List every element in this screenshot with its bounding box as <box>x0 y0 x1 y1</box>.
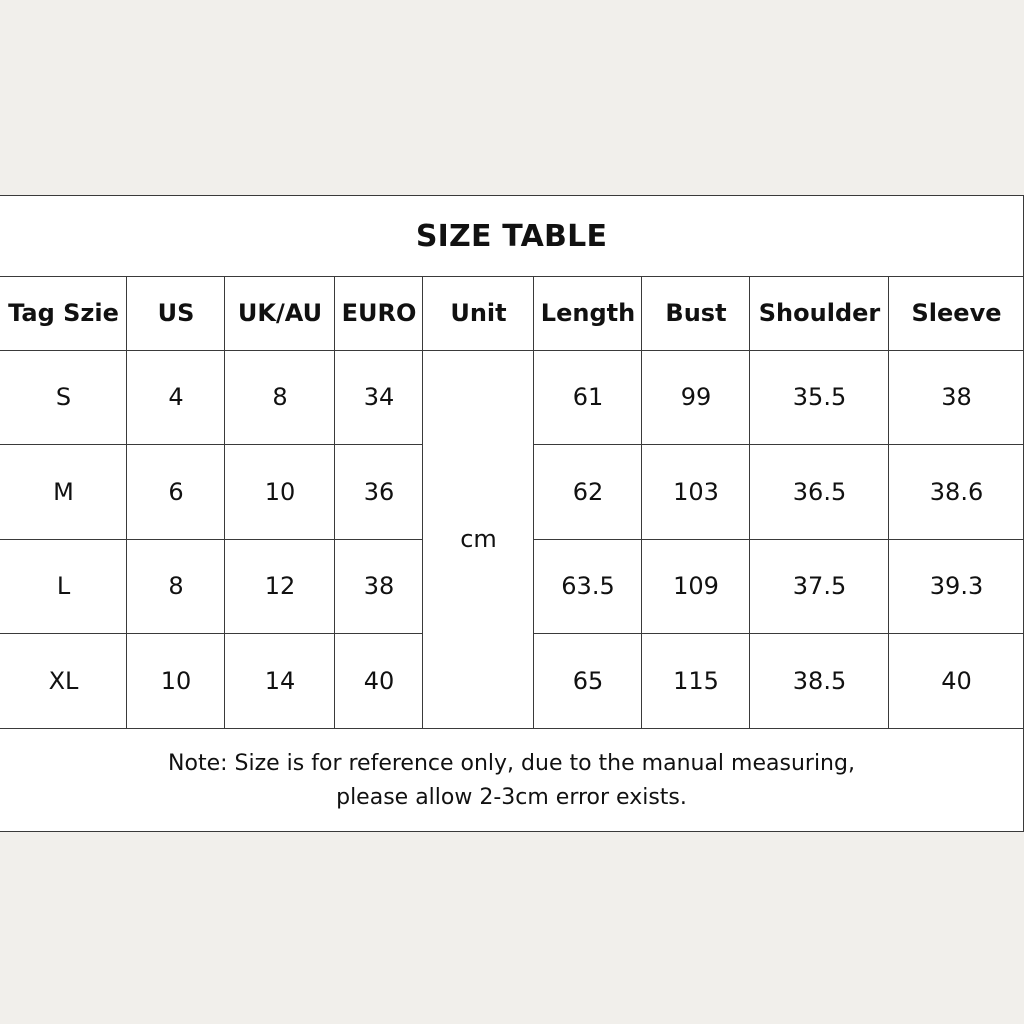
row-m-uk-au: 10 <box>264 477 296 506</box>
row-s-shoulder: 35.5 <box>792 383 847 411</box>
row-l-length: 63.5 <box>561 572 615 600</box>
grid-line <box>0 350 1024 351</box>
row-l-sleeve: 39.3 <box>929 572 984 600</box>
grid-line <box>0 539 423 540</box>
row-m-length: 62 <box>572 477 604 506</box>
row-l-bust: 109 <box>673 572 719 600</box>
grid-line <box>641 276 642 728</box>
row-l-us: 8 <box>168 572 184 600</box>
row-xl-uk-au: 14 <box>264 666 296 695</box>
row-xl-tag-size: XL <box>48 666 79 695</box>
row-s-sleeve: 38 <box>941 383 972 411</box>
row-s-bust: 99 <box>680 383 712 411</box>
unit-merged-cell: cm <box>460 525 497 553</box>
size-grid <box>0 276 1024 728</box>
grid-line <box>533 276 534 728</box>
row-xl-length: 65 <box>572 666 604 695</box>
header-uk-au: UK/AU <box>237 299 323 327</box>
header-us: US <box>157 299 195 327</box>
grid-line <box>0 444 423 445</box>
grid-line <box>534 444 1024 445</box>
row-m-shoulder: 36.5 <box>792 477 847 506</box>
row-s-tag-size: S <box>55 383 72 411</box>
grid-line <box>534 633 1024 634</box>
row-l-euro: 38 <box>363 572 395 600</box>
row-xl-bust: 115 <box>673 666 719 695</box>
grid-line <box>224 276 225 728</box>
row-l-uk-au: 12 <box>264 572 296 600</box>
row-l-shoulder: 37.5 <box>792 572 847 600</box>
row-s-us: 4 <box>168 383 184 411</box>
size-table-sheet <box>0 195 1024 832</box>
row-s-uk-au: 8 <box>272 383 288 411</box>
row-xl-shoulder: 38.5 <box>792 666 847 695</box>
row-m-euro: 36 <box>363 477 395 506</box>
grid-line <box>334 276 335 728</box>
row-m-sleeve: 38.6 <box>929 477 984 506</box>
row-xl-euro: 40 <box>363 666 395 695</box>
row-xl-us: 10 <box>160 666 192 695</box>
row-m-us: 6 <box>168 477 184 506</box>
row-s-length: 61 <box>572 383 604 411</box>
grid-line <box>534 539 1024 540</box>
table-title: SIZE TABLE <box>415 218 608 254</box>
header-unit: Unit <box>450 299 507 327</box>
grid-line <box>0 633 423 634</box>
measurement-note <box>0 728 1023 833</box>
header-euro: EURO <box>341 299 417 327</box>
note-line-1: Note: Size is for reference only, due to the manual measuring, <box>168 751 855 776</box>
row-m-bust: 103 <box>673 477 719 506</box>
row-s-euro: 34 <box>363 383 395 411</box>
grid-line <box>422 276 423 728</box>
header-length: Length <box>540 299 636 327</box>
note-line-2: please allow 2-3cm error exists. <box>336 785 687 810</box>
header-shoulder: Shoulder <box>758 299 881 327</box>
header-tag-size: Tag Szie <box>8 299 119 327</box>
row-xl-sleeve: 40 <box>941 666 972 695</box>
header-sleeve: Sleeve <box>911 299 1002 327</box>
grid-line <box>749 276 750 728</box>
header-bust: Bust <box>665 299 727 327</box>
row-m-tag-size: M <box>53 477 74 506</box>
grid-line <box>888 276 889 728</box>
grid-line <box>126 276 127 728</box>
row-l-tag-size: L <box>56 572 71 600</box>
